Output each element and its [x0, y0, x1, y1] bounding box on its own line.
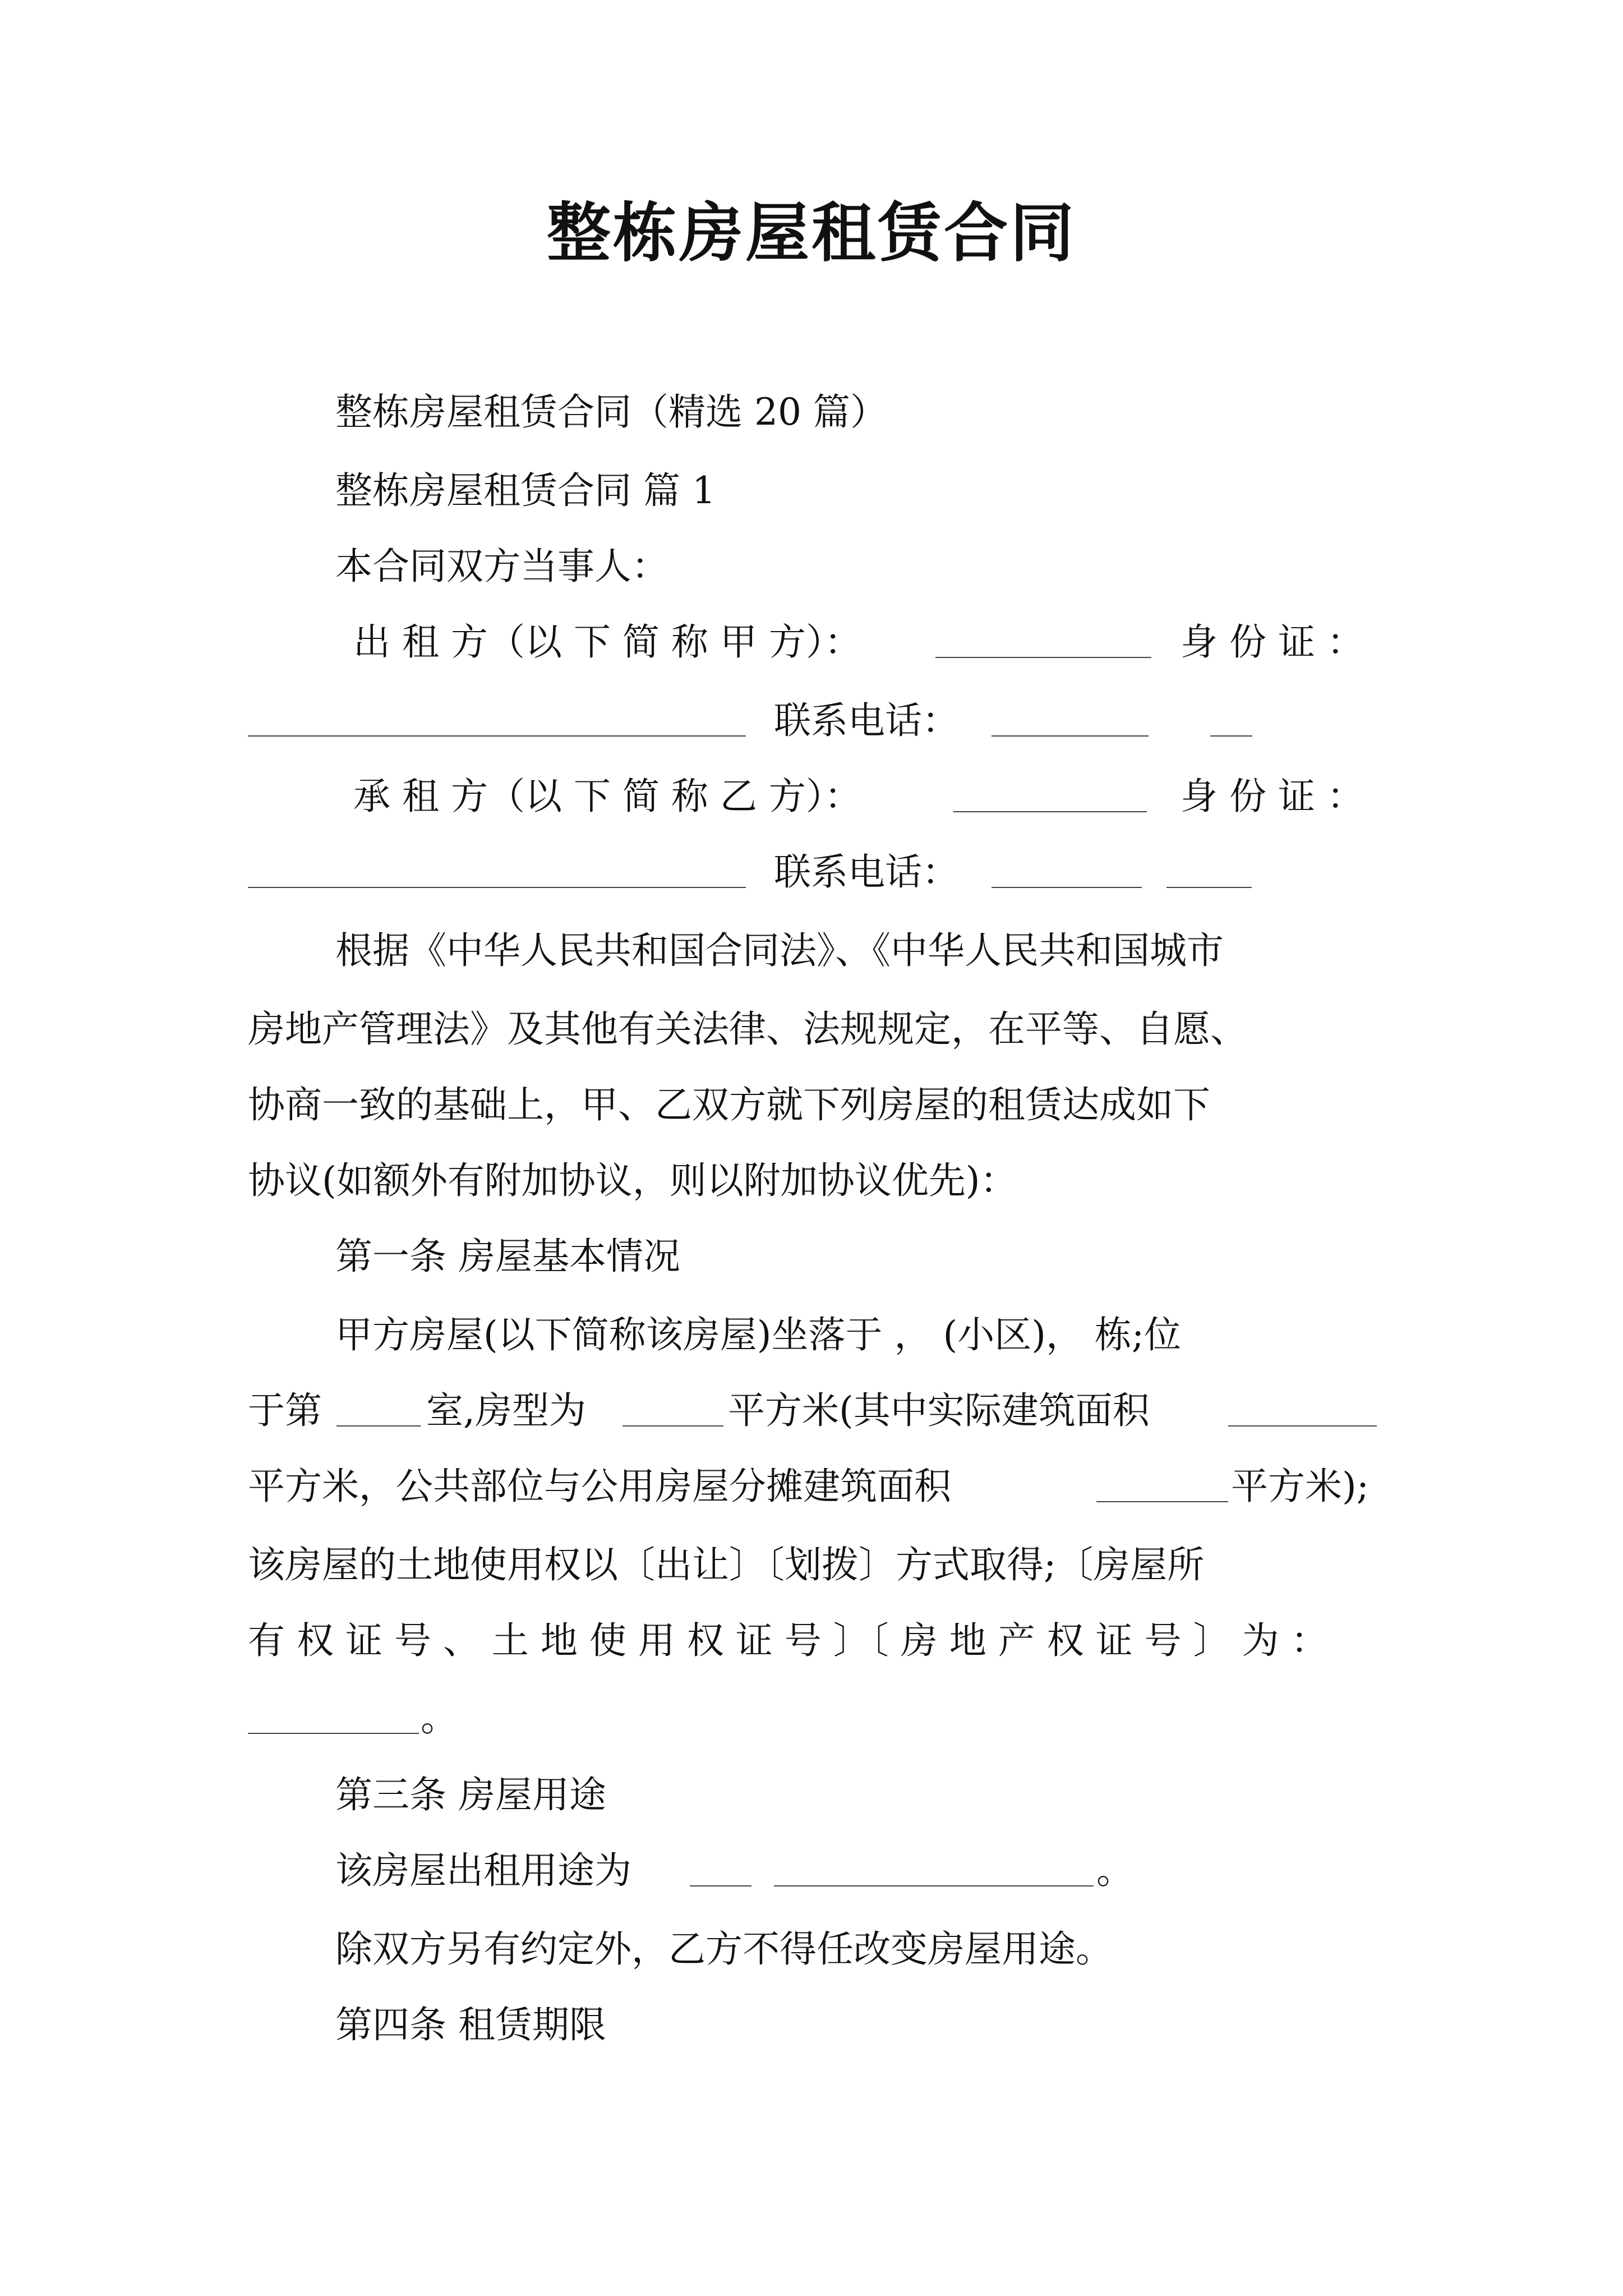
subtitle-line: 整栋房屋租赁合同（精选 20 篇）	[335, 390, 887, 434]
blank-field	[1096, 1461, 1228, 1512]
paragraph-line: 。	[1096, 1849, 1133, 1892]
blank-field	[1166, 847, 1252, 898]
paragraph-line: 除双方另有约定外，乙方不得任改变房屋用途。	[335, 1927, 1113, 1971]
paragraph-line: 协议(如额外有附加协议，则以附加协议优先)：	[248, 1159, 1017, 1202]
blank-field	[992, 696, 1149, 746]
blank-field	[935, 617, 1151, 668]
blank-field	[1210, 696, 1252, 746]
article-heading: 第四条 租赁期限	[335, 2003, 606, 2046]
blank-field	[336, 1386, 421, 1436]
id-card-label: 身 份 证 ：	[1181, 775, 1364, 818]
article-heading: 第一条 房屋基本情况	[335, 1235, 680, 1278]
blank-field	[992, 847, 1142, 898]
phone-label: 联系电话：	[774, 699, 959, 742]
article-heading: 第三条 房屋用途	[335, 1773, 606, 1816]
section-heading: 整栋房屋租赁合同 篇 1	[335, 469, 716, 512]
blank-field	[248, 847, 746, 898]
paragraph-line: 协商一致的基础上，甲、乙双方就下列房屋的租赁达成如下	[248, 1083, 1210, 1126]
blank-field	[690, 1846, 751, 1896]
paragraph-line: 平方米(其中实际建筑面积	[728, 1389, 1150, 1432]
document-title: 整栋房屋租赁合同	[546, 195, 1076, 270]
blank-field	[248, 696, 746, 746]
paragraph-line: 。	[421, 1696, 458, 1740]
paragraph-line: 平方米);	[1231, 1465, 1369, 1508]
paragraph-line: 房地产管理法》及其他有关法律、法规规定，在平等、自愿、	[248, 1007, 1247, 1051]
lessor-label: 出 租 方（以 下 简 称 甲 方）：	[353, 620, 861, 664]
paragraph-line: 于第	[248, 1389, 322, 1432]
phone-label: 联系电话：	[774, 850, 959, 894]
paragraph-line: 该房屋出租用途为	[335, 1849, 631, 1892]
paragraph-line: 该房屋的土地使用权以〔出让〕〔划拨〕方式取得;〔房屋所	[248, 1543, 1205, 1586]
blank-field	[248, 1693, 419, 1743]
blank-field	[1228, 1386, 1377, 1436]
paragraph-line: 有 权 证 号 、 土 地 使 用 权 证 号 〕〔 房 地 产 权 证 号 〕 为 ：	[248, 1619, 1328, 1662]
paragraph-line: 室,房型为	[426, 1389, 586, 1432]
paragraph-line: 根据《中华人民共和国合同法》、《中华人民共和国城市	[335, 929, 1224, 972]
paragraph-line: 甲方房屋(以下简称该房屋)坐落于 ， (小区)， 栋;位	[335, 1313, 1182, 1356]
blank-field	[953, 771, 1147, 822]
paragraph-line: 本合同双方当事人：	[335, 545, 668, 588]
id-card-label: 身 份 证 ：	[1181, 620, 1364, 664]
paragraph-line: 平方米，公共部位与公用房屋分摊建筑面积	[248, 1465, 951, 1508]
lessee-label: 承 租 方（以 下 简 称 乙 方）：	[353, 775, 861, 818]
blank-field	[623, 1386, 723, 1436]
blank-field	[774, 1846, 1094, 1896]
